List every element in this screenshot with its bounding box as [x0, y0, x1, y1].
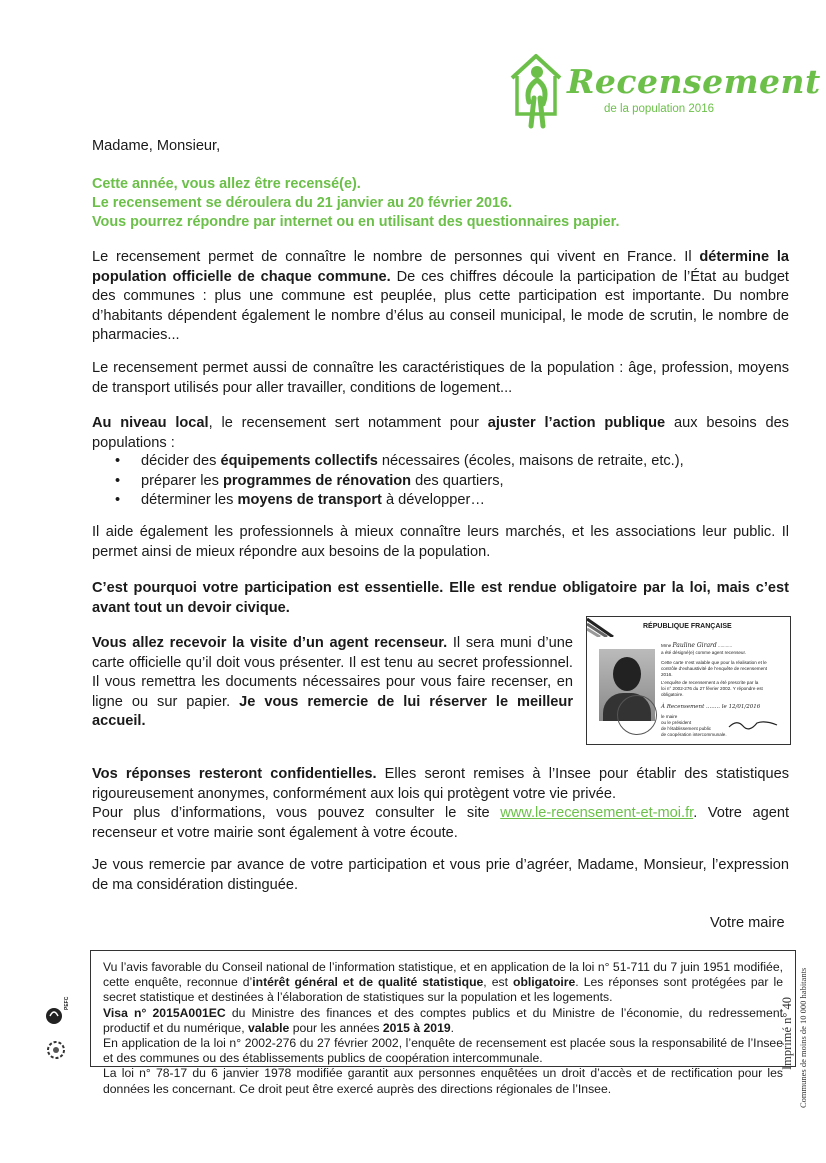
text: Elles seront remises à l’Insee pour établir des statistiques rigoureusement anonymes, conformément aux lois qui protègent votre vie privée.: [92, 766, 789, 802]
text: De ces chiffres découle la participation de l’État au budget des communes : plus une commune est peuplée, plus cette participation est importante. Du nombre d’habitants dépendent également le nombre d’élus au conseil municipal, le mode de scrutin, le nombre de pharmacies...: [92, 268, 789, 343]
signature-icon: [727, 717, 779, 731]
text: aux besoins des populations :: [92, 415, 789, 451]
card-line: Mme Pauline Girard ...........: [661, 642, 733, 649]
intro-block: [92, 175, 620, 232]
paragraph-closing: Je vous remercie par avance de votre participation et vous prie d’agréer, Madame, Monsieur, l’expression de ma considération distinguée.: [92, 857, 789, 893]
text-bold: Je vous remercie de lui réserver le meilleur accueil.: [92, 693, 574, 729]
form-scope: Communes de moins de 10 000 habitants: [798, 967, 808, 1108]
pefc-logo: [44, 996, 76, 1064]
website-link[interactable]: www.le-recensement-et-moi.fr: [500, 805, 694, 821]
logo-subtitle: de la population 2016: [604, 103, 714, 115]
side-print-info: [774, 967, 814, 1110]
card-line: le maire: [661, 714, 678, 719]
paragraph-professionals: Il aide également les professionnels à mieux connaître leurs marchés, et les associations leur public. Il permet ainsi de mieux répondre aux besoins de la population.: [92, 524, 789, 560]
pefc-label: PEFC: [64, 996, 70, 1010]
card-handwriting: À Recensement ........ le 12/01/2016: [661, 704, 761, 710]
legal-paragraph: La loi n° 78-17 du 6 janvier 1978 modifiée garantit aux personnes enquêtées un droit d’accès et de rectification pour les données les concernant. Ce droit peut être exercé auprès des directions régionales de l’Insee.: [103, 1066, 783, 1096]
house-person-icon: [507, 52, 565, 130]
card-line: 2016.: [661, 672, 673, 677]
legal-paragraph: Visa n° 2015A001EC du Ministre des finances et des comptes publics et du Ministre de l’économie, du redressement productif et du numérique, valable pour les années 2015 à 2019.: [103, 1005, 783, 1035]
text-bold: Au niveau local: [92, 415, 209, 431]
text: . Votre agent recenseur et votre mairie sont également à votre écoute.: [92, 805, 789, 841]
card-line: Cette carte n’est valable que pour la réalisation et le: [661, 660, 767, 665]
intro-line: Le recensement se déroulera du 21 janvier au 20 février 2016.: [92, 195, 512, 211]
signature-label: Votre maire: [710, 915, 785, 931]
paragraph-agent: [92, 634, 573, 732]
card-line: contrôle d’exhaustivité de l’enquête de recensement: [661, 666, 767, 671]
card-title: RÉPUBLIQUE FRANÇAISE: [643, 623, 732, 630]
paragraph-population: [92, 248, 789, 346]
list-item: • préparer les programmes de rénovation des quartiers,: [115, 472, 775, 492]
text: Le recensement permet de connaître le nombre de personnes qui vivent en France. Il: [92, 249, 700, 265]
legal-notice-box: [90, 950, 796, 1096]
text: Pour plus d’informations, vous pouvez consulter le site: [92, 805, 501, 821]
text: Il sera muni d’une carte officielle qu’il doit vous présenter. Il est tenu au secret professionnel. Il vous remettra les documents nécessaires pour vous faire recenser, en ligne ou sur papier.: [92, 635, 574, 710]
text-bold: détermine la population officielle de chaque commune.: [92, 249, 789, 285]
list-item: • déterminer les moyens de transport à développer…: [115, 491, 775, 511]
bullet-list: [115, 452, 775, 511]
form-number: Imprimé n° 40: [780, 996, 794, 1070]
card-line: de coopération intercommunale.: [661, 732, 727, 737]
intro-line: Vous pourrez répondre par internet ou en utilisant des questionnaires papier.: [92, 214, 620, 230]
legal-paragraph: En application de la loi n° 2002-276 du 27 février 2002, l’enquête de recensement est placée sous la responsabilité de l’Insee et des communes ou des établissements publics de coopération intercommunale.: [103, 1036, 783, 1066]
paragraph-obligation: C’est pourquoi votre participation est essentielle. Elle est rendue obligatoire par la loi, mais c’est avant tout un devoir civique.: [92, 580, 789, 616]
text-bold: ajuster l’action publique: [487, 415, 666, 431]
card-line: ou le président: [661, 720, 692, 725]
paragraph-local: [92, 414, 789, 453]
card-line: loi n° 2002-276 du 27 février 2002. Y répondre est: [661, 686, 763, 691]
card-line: de l’établissement public: [661, 726, 712, 731]
logo-wordmark: Recensement: [567, 62, 821, 101]
paragraph-confidential: [92, 765, 789, 843]
legal-paragraph: Vu l’avis favorable du Conseil national de l’information statistique, et en application de la loi n° 51-711 du 7 juin 1951 modifiée, cette enquête, reconnue d’intérêt général et de qualité statistique, est obligatoire. Les réponses sont protégées par le secret statistique et destinées à l’élaboration de statistiques sur la population et les logements.: [103, 960, 783, 1005]
list-item: • décider des équipements collectifs nécessaires (écoles, maisons de retraite, etc.),: [115, 452, 775, 472]
text-bold: Vos réponses resteront confidentielles.: [92, 766, 377, 782]
card-line: L’enquête de recensement a été prescrite par la: [661, 680, 759, 685]
paragraph-characteristics: Le recensement permet aussi de connaître les caractéristiques de la population : âge, profession, moyens de transport utilisés pour aller travailler, conditions de logement...: [92, 360, 789, 396]
tricolor-stripe-icon: [587, 617, 627, 637]
seal-icon: [617, 695, 657, 735]
text-bold: Vous allez recevoir la visite d’un agent recenseur.: [92, 635, 448, 651]
salutation: Madame, Monsieur,: [92, 138, 221, 154]
intro-line: Cette année, vous allez être recensé(e).: [92, 176, 361, 192]
card-line: a été désigné(e) comme agent recenseur.: [661, 650, 747, 655]
agent-id-card: [586, 616, 791, 745]
pefc-icon: [44, 1002, 76, 1064]
card-line: obligatoire.: [661, 692, 684, 697]
text: , le recensement sert notamment pour: [208, 415, 488, 431]
